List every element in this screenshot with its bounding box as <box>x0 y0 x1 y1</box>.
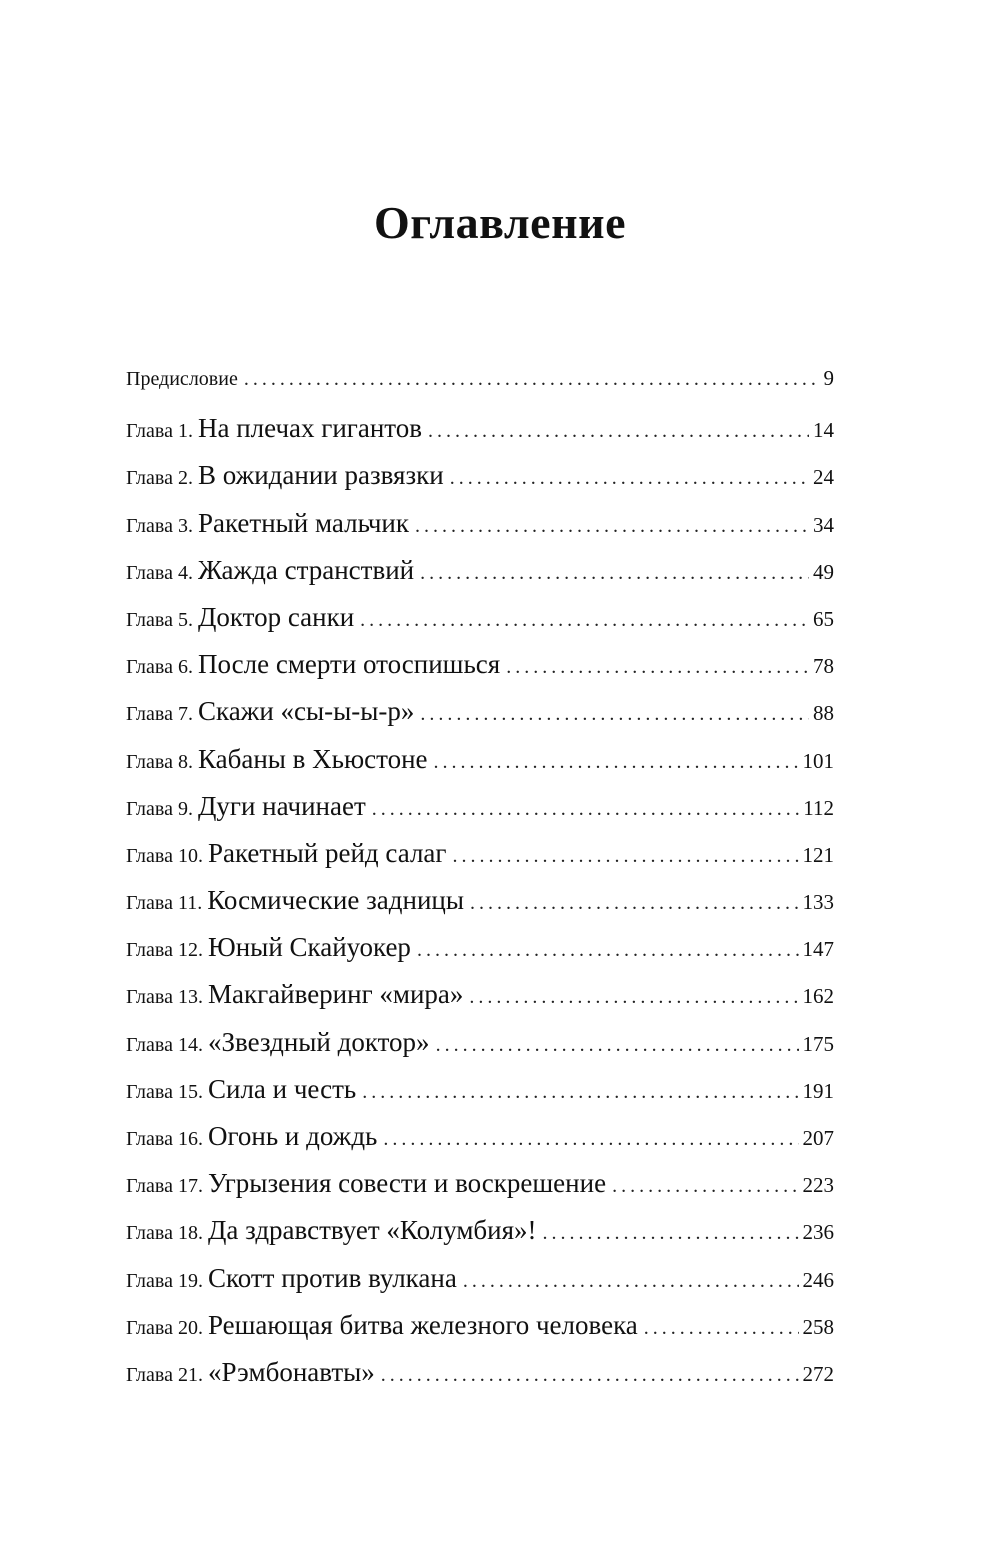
toc-entry[interactable] <box>126 696 834 743</box>
toc-entry[interactable] <box>126 366 834 413</box>
toc-dot-leader <box>420 560 809 586</box>
table-of-contents <box>126 366 834 1404</box>
toc-chapter-title: Предисловие <box>126 368 238 390</box>
toc-entry[interactable] <box>126 1027 834 1074</box>
toc-dot-leader <box>372 796 799 822</box>
toc-chapter-title: Дуги начинает <box>197 790 366 821</box>
toc-chapter-number: Глава 9. <box>126 797 193 820</box>
toc-entry[interactable] <box>126 602 834 649</box>
toc-chapter-title: «Звездный доктор» <box>207 1026 430 1057</box>
toc-entry[interactable] <box>126 1215 834 1262</box>
toc-chapter-title: Ракетный рейд салаг <box>207 837 447 868</box>
toc-page-number: 49 <box>813 559 834 584</box>
toc-entry[interactable] <box>126 460 834 507</box>
toc-chapter-title: Ракетный мальчик <box>197 507 410 538</box>
toc-chapter-number: Глава 14. <box>126 1033 203 1056</box>
toc-dot-leader <box>420 701 809 727</box>
toc-page-number: 65 <box>813 606 834 631</box>
toc-dot-leader <box>360 607 809 633</box>
toc-page-number: 246 <box>802 1267 834 1292</box>
toc-entry[interactable] <box>126 1121 834 1168</box>
toc-dot-leader <box>470 890 799 916</box>
toc-dot-leader <box>450 465 809 491</box>
toc-page-number: 24 <box>813 465 834 490</box>
toc-chapter-number: Глава 7. <box>126 703 193 726</box>
toc-chapter-title: Доктор санки <box>197 601 355 632</box>
toc-dot-leader <box>463 1268 799 1294</box>
toc-chapter-number: Глава 16. <box>126 1128 203 1150</box>
toc-chapter-title: На плечах гигантов <box>197 413 422 444</box>
toc-chapter-title: Да здравствует «Колумбия»! <box>207 1215 537 1246</box>
toc-chapter-title: Макгайверинг «мира» <box>207 979 464 1010</box>
toc-dot-leader <box>453 843 799 869</box>
toc-entry[interactable] <box>126 1310 834 1357</box>
toc-page-number: 121 <box>802 842 834 867</box>
toc-chapter-title: Решающая битва железного человека <box>207 1309 638 1340</box>
toc-chapter-number: Глава 1. <box>126 420 193 443</box>
toc-page-number: 207 <box>802 1126 834 1150</box>
toc-chapter-title: Огонь и дождь <box>207 1121 378 1151</box>
toc-entry[interactable] <box>126 932 834 979</box>
toc-page-number: 112 <box>803 795 834 820</box>
toc-entry[interactable] <box>126 1263 834 1310</box>
toc-page-number: 133 <box>802 890 834 915</box>
toc-page-number: 88 <box>813 701 834 726</box>
toc-chapter-title: Сила и честь <box>207 1073 357 1104</box>
toc-chapter-number: Глава 5. <box>126 608 193 631</box>
toc-page-number: 101 <box>802 748 834 773</box>
toc-page-number: 191 <box>802 1078 834 1103</box>
toc-dot-leader <box>506 654 809 680</box>
toc-chapter-number: Глава 13. <box>126 986 203 1009</box>
toc-dot-leader <box>244 366 820 392</box>
toc-chapter-number: Глава 11. <box>126 892 203 915</box>
toc-chapter-number: Глава 21. <box>126 1363 203 1386</box>
toc-dot-leader <box>434 749 799 775</box>
toc-page-number: 14 <box>813 418 834 443</box>
toc-entry[interactable] <box>126 838 834 885</box>
toc-chapter-number: Глава 17. <box>126 1175 203 1198</box>
toc-page-number: 272 <box>802 1361 834 1386</box>
toc-page-number: 175 <box>802 1031 834 1056</box>
toc-chapter-title: Кабаны в Хьюстоне <box>197 743 428 774</box>
toc-dot-leader <box>362 1079 798 1105</box>
toc-dot-leader <box>612 1173 798 1199</box>
toc-chapter-title: Скажи «сы-ы-ы-р» <box>197 696 415 727</box>
toc-dot-leader <box>469 984 798 1010</box>
toc-entry[interactable] <box>126 979 834 1026</box>
toc-page-number: 78 <box>813 654 834 679</box>
toc-dot-leader <box>428 418 809 444</box>
toc-chapter-number: Глава 6. <box>126 656 193 679</box>
toc-entry[interactable] <box>126 649 834 696</box>
toc-entry[interactable] <box>126 1168 834 1215</box>
toc-dot-leader <box>415 513 809 539</box>
toc-entry[interactable] <box>126 885 834 932</box>
toc-chapter-title: Скотт против вулкана <box>207 1262 457 1293</box>
toc-chapter-title: Юный Скайуокер <box>207 932 411 963</box>
toc-entry[interactable] <box>126 1074 834 1121</box>
toc-chapter-title: В ожидании развязки <box>197 460 444 491</box>
toc-chapter-title: После смерти отоспишься <box>197 649 501 680</box>
toc-page-number: 236 <box>802 1220 834 1245</box>
toc-page-number: 9 <box>823 366 834 390</box>
toc-page-number: 162 <box>802 984 834 1009</box>
toc-entry[interactable] <box>126 1357 834 1404</box>
toc-dot-leader <box>381 1362 799 1388</box>
toc-chapter-number: Глава 18. <box>126 1222 203 1245</box>
toc-page-number: 34 <box>813 512 834 537</box>
toc-dot-leader <box>383 1126 798 1152</box>
toc-entry[interactable] <box>126 508 834 555</box>
toc-chapter-number: Глава 3. <box>126 514 193 537</box>
toc-chapter-number: Глава 8. <box>126 750 193 773</box>
toc-dot-leader <box>436 1032 799 1058</box>
toc-entry[interactable] <box>126 791 834 838</box>
toc-chapter-number: Глава 15. <box>126 1080 203 1103</box>
toc-dot-leader <box>644 1315 799 1341</box>
toc-page-number: 223 <box>802 1173 834 1198</box>
toc-entry[interactable] <box>126 555 834 602</box>
toc-chapter-title: Угрызения совести и воскрешение <box>207 1168 607 1199</box>
toc-chapter-title: Космические задницы <box>207 885 464 916</box>
toc-chapter-title: «Рэмбонавты» <box>207 1356 375 1387</box>
toc-chapter-title: Жажда странствий <box>197 554 415 585</box>
toc-chapter-number: Глава 19. <box>126 1269 203 1292</box>
toc-chapter-number: Глава 10. <box>126 844 203 867</box>
toc-entry[interactable] <box>126 744 834 791</box>
page-title: Оглавление <box>373 197 627 248</box>
toc-dot-leader <box>543 1220 799 1246</box>
toc-page-number: 258 <box>802 1314 834 1339</box>
toc-page-number: 147 <box>802 937 834 962</box>
toc-dot-leader <box>417 937 799 963</box>
toc-chapter-number: Глава 12. <box>126 939 203 962</box>
toc-entry[interactable] <box>126 413 834 460</box>
toc-chapter-number: Глава 2. <box>126 467 193 490</box>
toc-chapter-number: Глава 20. <box>126 1316 203 1339</box>
toc-chapter-number: Глава 4. <box>126 561 193 584</box>
